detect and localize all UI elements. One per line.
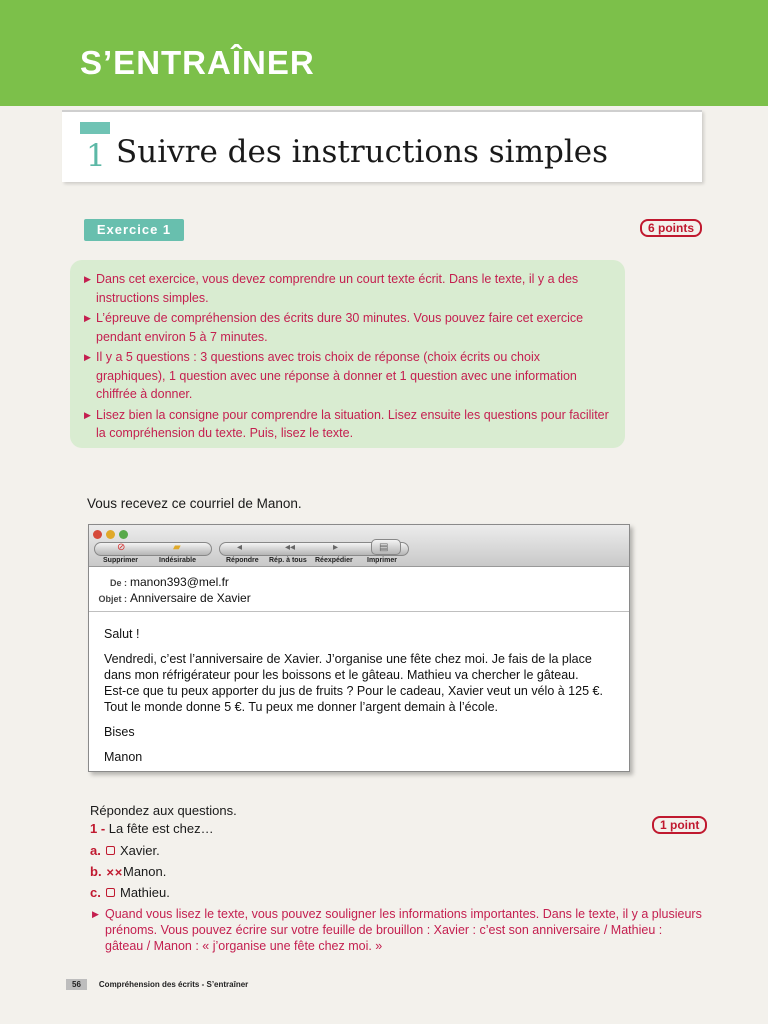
toolbar-group-delete (94, 542, 212, 556)
checkbox-icon[interactable] (106, 846, 115, 855)
bullet-icon: ▶ (84, 274, 91, 284)
option-letter: c. (90, 885, 101, 900)
from-label: De : (109, 578, 127, 588)
email-line: Vendredi, c’est l’anniversaire de Xavier. J’organise une fête chez moi. Je fais de la place (104, 652, 592, 666)
forward-icon[interactable]: ▸ (333, 542, 339, 553)
from-address: manon393@mel.fr (130, 575, 229, 589)
email-line: Tout le monde donne 5 €. Tu peux me donner l’argent demain à l’école. (104, 700, 499, 714)
section-number: 1 (86, 138, 106, 174)
email-line: dans mon réfrigérateur pour les boissons et le gâteau. Mathieu va chercher le gâteau. (104, 668, 579, 682)
tip-text: Quand vous lisez le texte, vous pouvez souligner les informations importantes. Dans le texte, il y a plusieurs prénoms. Vous pouvez écrire sur votre feuille de brouillon : Xavier : c’est son anniversaire / Mathieu : gâteau / Manon : « j’organise une fête chez moi. » (105, 907, 702, 953)
email-body (104, 626, 604, 774)
answer-option-a[interactable] (90, 843, 160, 858)
email-window (88, 524, 630, 772)
delete-button[interactable]: Supprimer (103, 557, 139, 564)
page-number: 56 (66, 979, 87, 990)
reply-button[interactable]: Répondre (226, 557, 259, 564)
question-number: 1 - (90, 821, 106, 836)
option-text: Xavier. (120, 843, 160, 858)
bullet-icon: ▶ (84, 352, 91, 362)
instruction-item: ▶ L’épreuve de compréhension des écrits dure 30 minutes. Vous pouvez faire cet exercice pendant environ 5 à 7 minutes. (84, 311, 584, 344)
option-letter: b. (90, 864, 102, 879)
banner-title: S’ENTRAÎNER (80, 44, 315, 81)
answer-option-c[interactable] (90, 885, 170, 900)
email-toolbar (89, 525, 629, 567)
option-text: Mathieu. (120, 885, 170, 900)
reply-icon[interactable]: ◂ (237, 542, 243, 553)
delete-icon[interactable]: ⊘ (117, 542, 126, 553)
tip-note (92, 906, 702, 954)
instructions-box (70, 260, 625, 448)
subject-value: Anniversaire de Xavier (130, 591, 251, 605)
section-title: Suivre des instructions simples (116, 134, 608, 170)
title-tab-decoration (80, 122, 110, 134)
section-title-card (62, 110, 702, 182)
instruction-item: ▶ Lisez bien la consigne pour comprendre la situation. Lisez ensuite les questions pour faciliter la compréhension du texte. Puis, lisez le texte. (84, 407, 609, 440)
exercise-badge: Exercice 1 (84, 219, 184, 241)
email-message (104, 651, 604, 715)
option-letter: a. (90, 843, 101, 858)
zoom-window-icon[interactable] (119, 530, 128, 539)
bullet-icon: ▶ (84, 313, 91, 323)
exercise-points-badge: 6 points (640, 219, 702, 237)
checked-checkbox-icon[interactable]: ✕✕ (106, 868, 123, 879)
reply-all-button[interactable]: Rép. à tous (269, 557, 307, 564)
email-line: Est-ce que tu peux apporter du jus de fruits ? Pour le cadeau, Xavier veut un vélo à 125 €. (104, 684, 603, 698)
junk-icon[interactable]: ▰ (173, 542, 181, 553)
bullet-icon: ▶ (92, 909, 99, 919)
question-1 (90, 821, 214, 836)
bullet-icon: ▶ (84, 409, 91, 420)
question-points-badge: 1 point (652, 816, 707, 834)
junk-button[interactable]: Indésirable (159, 557, 196, 564)
checkbox-icon[interactable] (106, 888, 115, 897)
question-text: La fête est chez… (108, 821, 214, 836)
option-text: Manon. (123, 864, 167, 879)
reply-all-icon[interactable]: ◂◂ (285, 542, 296, 553)
print-button[interactable]: Imprimer (367, 557, 397, 564)
email-signature: Manon (104, 750, 143, 764)
page-footer (66, 979, 248, 990)
instruction-item: ▶ Il y a 5 questions : 3 questions avec trois choix de réponse (choix écrits ou choix graphiques), 1 question avec une réponse à donner et 1 question avec une information chiffrée à donner. (84, 350, 577, 401)
email-greeting: Salut ! (104, 627, 140, 641)
minimize-window-icon[interactable] (106, 530, 115, 539)
email-intro: Vous recevez ce courriel de Manon. (87, 496, 302, 511)
questions-intro: Répondez aux questions. (90, 803, 237, 818)
subject-label: Objet : (98, 594, 127, 604)
instruction-item: ▶ Dans cet exercice, vous devez comprendre un court texte écrit. Dans le texte, il y a des instructions simples. (84, 272, 579, 305)
header-banner (0, 0, 768, 106)
answer-option-b[interactable] (90, 864, 166, 879)
email-header (89, 568, 629, 612)
footer-text: Compréhension des écrits - S’entraîner (98, 980, 249, 989)
close-window-icon[interactable] (93, 530, 102, 539)
email-closing: Bises (104, 725, 135, 739)
forward-button[interactable]: Réexpédier (315, 557, 353, 564)
print-icon[interactable]: ▤ (379, 542, 389, 553)
